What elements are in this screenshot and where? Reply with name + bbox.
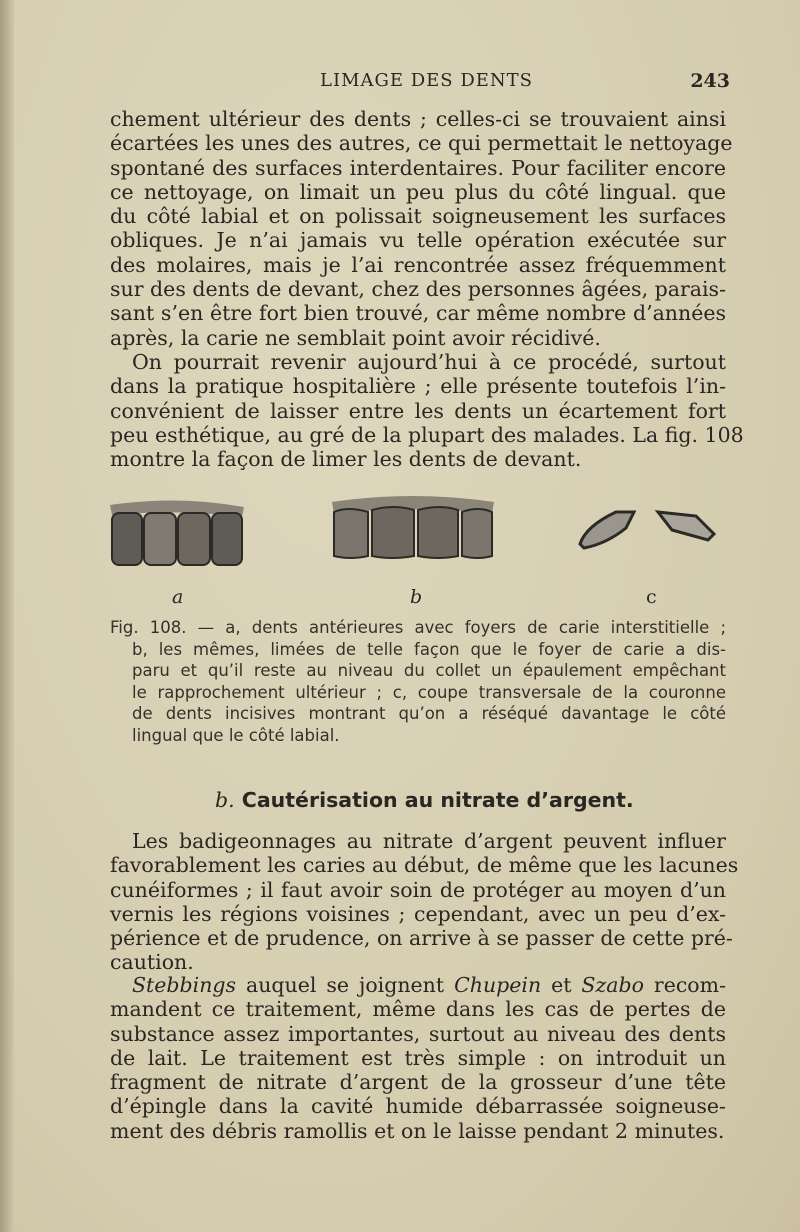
text-line bbox=[110, 973, 726, 997]
page-number: 243 bbox=[690, 70, 730, 92]
text-line: fragment de nitrate d’argent de la grosseur d’une tête bbox=[110, 1070, 726, 1095]
text-line: montre la façon de limer les dents de devant. bbox=[110, 447, 582, 472]
text-line: mandent ce traitement, même dans les cas de pertes de bbox=[110, 997, 726, 1022]
teeth-illustration-a bbox=[108, 495, 248, 567]
text-line: vernis les régions voisines ; cependant, avec un peu d’ex- bbox=[110, 901, 726, 926]
text-line: écartées les unes des autres, ce qui permettait le nettoyage bbox=[110, 131, 733, 156]
text-line: substance assez importantes, surtout au niveau des dents bbox=[110, 1021, 726, 1046]
paragraph-2 bbox=[110, 350, 744, 472]
text-line: de lait. Le traitement est très simple : on introduit un bbox=[110, 1045, 726, 1070]
text-line: du côté labial et on polissait soigneusement les surfaces bbox=[110, 204, 726, 229]
text-fragment: et bbox=[541, 973, 582, 997]
caption-line: le rapprochement ultérieur ; c, coupe transversale de la couronne bbox=[132, 682, 726, 702]
figure-label-b: b bbox=[410, 586, 423, 608]
caption-line: b, les mêmes, limées de telle façon que le foyer de carie a dis- bbox=[132, 639, 726, 659]
caption-line: lingual que le côté labial. bbox=[132, 725, 340, 745]
author-name: Szabo bbox=[581, 973, 644, 997]
text-line: favorablement les caries au début, de même que les lacunes bbox=[110, 853, 739, 878]
text-line: spontané des surfaces interdentaires. Pour faciliter encore bbox=[110, 155, 726, 180]
figure-label-c: c bbox=[646, 586, 657, 608]
text-fragment: recom- bbox=[643, 973, 727, 997]
text-line: obliques. Je n’ai jamais vu telle opération exécutée sur bbox=[110, 228, 726, 253]
section-title: Cautérisation au nitrate d’argent. bbox=[241, 788, 634, 812]
page-binding-edge bbox=[0, 0, 14, 1232]
text-line: après, la carie ne semblait point avoir récidivé. bbox=[110, 325, 601, 350]
page-header bbox=[110, 70, 730, 98]
text-line: périence et de prudence, on arrive à se passer de cette pré- bbox=[110, 926, 733, 951]
text-line: ment des débris ramollis et on le laisse pendant 2 minutes. bbox=[110, 1118, 725, 1143]
paragraph-3 bbox=[110, 829, 739, 975]
section-heading bbox=[215, 788, 634, 812]
author-name: Chupein bbox=[454, 973, 542, 997]
text-fragment: auquel se joignent bbox=[236, 973, 455, 997]
teeth-illustration-b bbox=[328, 490, 498, 562]
text-line: d’épingle dans la cavité humide débarrassée soigneuse- bbox=[110, 1094, 726, 1119]
text-line: ce nettoyage, on limait un peu plus du côté lingual. que bbox=[110, 179, 726, 204]
paragraph-4 bbox=[110, 973, 726, 1143]
figure-108 bbox=[108, 490, 728, 590]
text-line: convénient de laisser entre les dents un écartement fort bbox=[110, 398, 726, 423]
caption-line: Fig. 108. — a, dents antérieures avec foyers de carie interstitielle ; bbox=[110, 618, 726, 637]
author-name: Stebbings bbox=[132, 973, 237, 997]
text-line: cunéiformes ; il faut avoir soin de protéger au moyen d’un bbox=[110, 877, 726, 902]
caption-line: de dents incisives montrant qu’on a réséqué davantage le côté bbox=[132, 704, 726, 723]
caption-line: paru et qu’il reste au niveau du collet un épaulement empêchant bbox=[132, 661, 726, 680]
text-line: peu esthétique, au gré de la plupart des malades. La fig. 108 bbox=[110, 422, 744, 447]
running-title: LIMAGE DES DENTS bbox=[320, 70, 534, 91]
text-line: chement ultérieur des dents ; celles-ci se trouvaient ainsi bbox=[110, 107, 726, 131]
figure-caption bbox=[110, 617, 726, 746]
section-letter: b. bbox=[215, 788, 235, 812]
text-line: des molaires, mais je l’ai rencontrée assez fréquemment bbox=[110, 252, 726, 277]
text-line: sur des dents de devant, chez des personnes âgées, parais- bbox=[110, 277, 726, 302]
text-line: caution. bbox=[110, 950, 194, 975]
tooth-cross-section-c bbox=[576, 504, 720, 552]
figure-label-a: a bbox=[172, 586, 184, 608]
paragraph-1 bbox=[110, 107, 733, 350]
text-line: On pourrait revenir aujourd’hui à ce procédé, surtout bbox=[132, 350, 726, 374]
text-line: Les badigeonnages au nitrate d’argent peuvent influer bbox=[132, 829, 726, 853]
text-line: sant s’en être fort bien trouvé, car même nombre d’années bbox=[110, 301, 726, 326]
text-line: dans la pratique hospitalière ; elle présente toutefois l’in- bbox=[110, 374, 726, 399]
